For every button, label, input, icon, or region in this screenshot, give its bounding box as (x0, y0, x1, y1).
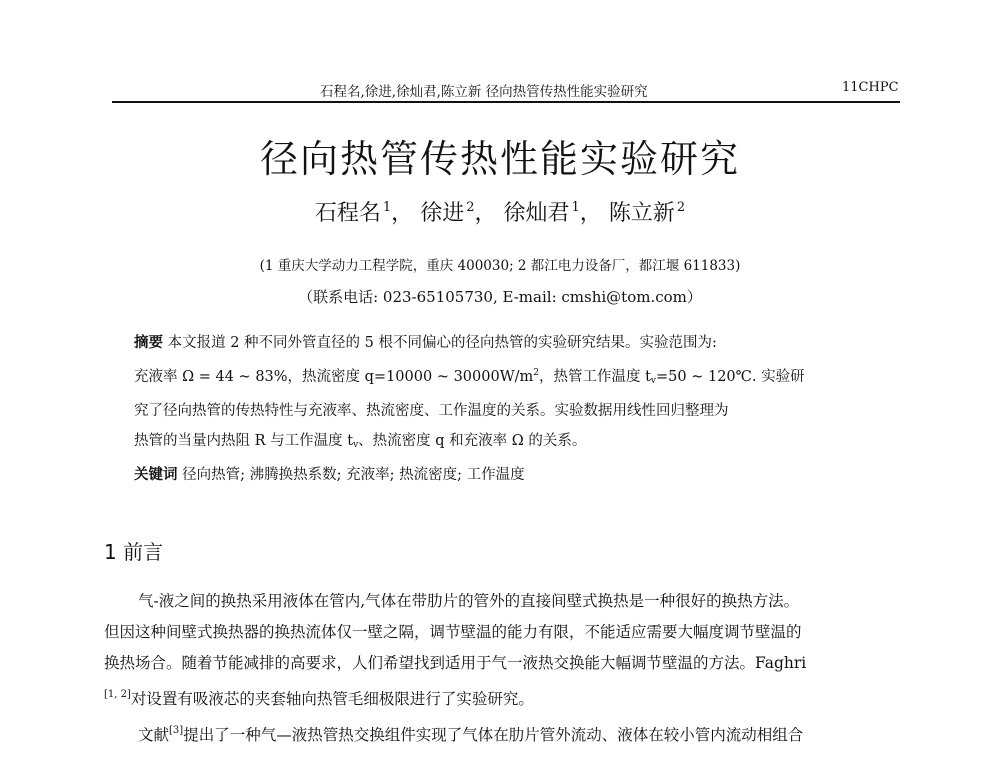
author-separator: ， (579, 201, 602, 226)
citation-ref: [3] (169, 725, 184, 736)
abstract-text: 热管的当量内热阻 R 与工作温度 t (134, 433, 354, 449)
abstract-line (134, 358, 874, 396)
contact-info: （联系电话: 023-65105730, E-mail: cmshi@tom.com） (298, 288, 702, 306)
author-name: 石程名 (314, 201, 381, 226)
author-name: 徐灿君 (503, 201, 570, 226)
abstract-text: 、热流密度 q 和充液率 Ω 的关系。 (358, 433, 587, 449)
header-rule (112, 101, 900, 103)
author-list (0, 196, 1000, 227)
keywords-label: 关键词 (134, 467, 178, 483)
abstract-line (134, 426, 874, 460)
body-text (104, 586, 904, 751)
journal-code: 11CHPC (842, 80, 899, 95)
abstract-block (134, 328, 874, 490)
abstract-label: 摘要 (134, 335, 163, 351)
affiliation: (1 重庆大学动力工程学院，重庆 400030; 2 都江电力设备厂，都江堰 611833) (259, 258, 741, 274)
author-separator: ， (474, 201, 497, 226)
body-line: 气-液之间的换热采用液体在管内,气体在带肋片的管外的直接间壁式换热是一种很好的换热方法。 (138, 592, 800, 610)
body-line: 换热场合。随着节能减排的高要求，人们希望找到适用于气一液热交换能大幅调节壁温的方法。Faghri (104, 654, 807, 672)
superscript: 2 (533, 368, 539, 378)
citation-ref: [1, 2] (104, 689, 131, 700)
body-line: 但因这种间壁式换热器的换热流体仅一壁之隔，调节壁温的能力有限，不能适应需要大幅度调节壁温的 (104, 623, 802, 641)
body-text-span: 提出了一种气—液热管热交换组件实现了气体在肋片管外流动、液体在较小管内流动相组合 (183, 726, 804, 744)
author-affiliation-mark: 1 (571, 200, 580, 215)
author-name: 陈立新 (608, 201, 675, 226)
subscript: v (353, 440, 359, 450)
body-text-span: 文献 (138, 726, 170, 744)
author-separator: ， (391, 201, 414, 226)
paper-title: 径向热管传热性能实验研究 (259, 137, 740, 181)
body-line (104, 715, 904, 751)
author-name: 徐进 (420, 201, 465, 226)
author-affiliation-mark: 2 (466, 200, 475, 215)
running-header: 石程名,徐进,徐灿君,陈立新 径向热管传热性能实验研究 (320, 84, 648, 100)
author-affiliation-mark: 2 (676, 200, 686, 215)
keywords-text: 径向热管; 沸腾换热系数; 充液率; 热流密度; 工作温度 (182, 467, 525, 483)
abstract-line: 究了径向热管的传热特性与充液率、热流密度、工作温度的关系。实验数据用线性回归整理为 (134, 403, 729, 419)
abstract-line (134, 328, 874, 358)
keywords-line (134, 460, 874, 490)
abstract-text: 本文报道 2 种不同外管直径的 5 根不同偏心的径向热管的实验研究结果。实验范围为: (167, 335, 717, 351)
subscript: v (650, 376, 657, 386)
abstract-text: 充液率 Ω = 44 ~ 83%，热流密度 q=10000 ~ 30000W/m (134, 369, 534, 385)
author-affiliation-mark: 1 (382, 200, 392, 215)
body-text-span: 对设置有吸液芯的夹套轴向热管毛细极限进行了实验研究。 (130, 690, 534, 708)
abstract-text: =50 ~ 120℃. 实验研 (656, 369, 805, 385)
body-line (104, 679, 904, 715)
section-heading: 1 前言 (104, 540, 164, 564)
abstract-text: ，热管工作温度 t (538, 369, 651, 385)
